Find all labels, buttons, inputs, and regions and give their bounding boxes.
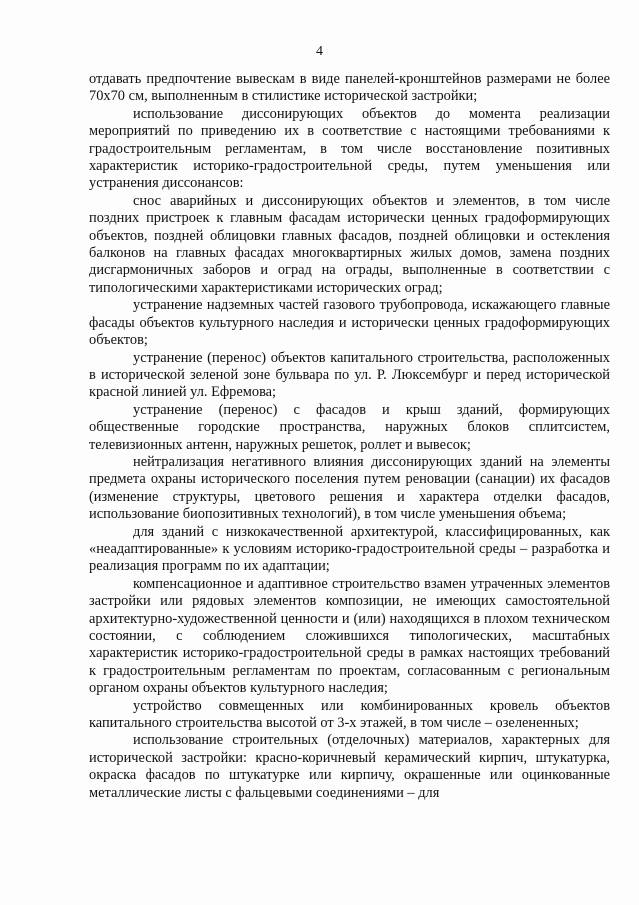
paragraph-8: для зданий с низкокачественной архитектурой, классифицированных, как «неадаптированные» к условиям историко-градостроительной среды – разработка и реализация программ по их адаптации; (89, 523, 610, 575)
paragraph-6: устранение (перенос) с фасадов и крыш зданий, формирующих общественные городские пространства, наружных блоков сплитсистем, телевизионных антенн, наружных решеток, роллет и вывесок; (89, 401, 610, 453)
paragraph-7: нейтрализация негативного влияния диссонирующих зданий на элементы предмета охраны исторического поселения путем реновации (санации) их фасадов (изменение структуры, цветового решения и характера отделки фасадов, использование биопозитивных технологий), в том числе уменьшения объема; (89, 453, 610, 523)
paragraph-9: компенсационное и адаптивное строительство взамен утраченных элементов застройки или рядовых элементов композиции, не имеющих самостоятельной архитектурно-художественной ценности и (или) находящихся в плохом техническом состоянии, с соблюдением сложившихся типологических, масштабных характеристик историко-градостроительной среды в рамках настоящих требований к градостроительным регламентам по проектам, согласованным с региональным органом охраны объектов культурного наследия; (89, 575, 610, 697)
paragraph-11: использование строительных (отделочных) материалов, характерных для исторической застройки: красно-коричневый керамический кирпич, штукатурка, окраска фасадов по штукатурке или кирпичу, окрашенные или оцинкованные металлические листы с фальцевыми соединениями – для (89, 732, 610, 801)
paragraph-1: отдавать предпочтение вывескам в виде панелей-кронштейнов размерами не более 70х70 см, выполненным в стилистике исторической застройки; (89, 71, 610, 105)
paragraph-5: устранение (перенос) объектов капитального строительства, расположенных в исторической зеленой зоне бульвара по ул. Р. Люксембург и перед исторической красной линией ул. Ефремова; (89, 349, 610, 401)
paragraph-3: снос аварийных и диссонирующих объектов и элементов, в том числе поздних пристроек к главным фасадам исторически ценных градоформирующих объектов, поздней облицовки главных фасадов, поздней облицовки и остекления балконов на главных фасадах многоквартирных жилых домов, замена поздних дисгармоничных заборов и оград на ограды, выполненные в соответствии с типологическими характеристиками исторических оград; (89, 192, 610, 296)
paragraph-4: устранение надземных частей газового трубопровода, искажающего главные фасады объектов культурного наследия и исторически ценных градоформирующих объектов; (89, 297, 610, 349)
page-number: 4 (316, 44, 323, 59)
document-body (89, 71, 610, 802)
paragraph-2: использование диссонирующих объектов до момента реализации мероприятий по приведению их в соответствие с настоящими требованиями к градостроительным регламентам, в том числе восстановление позитивных характеристик историко-градостроительной среды, путем уменьшения или устранения диссонансов: (89, 105, 610, 192)
paragraph-10: устройство совмещенных или комбинированных кровель объектов капитального строительства высотой от 3-х этажей, в том числе – озелененных; (89, 697, 610, 732)
